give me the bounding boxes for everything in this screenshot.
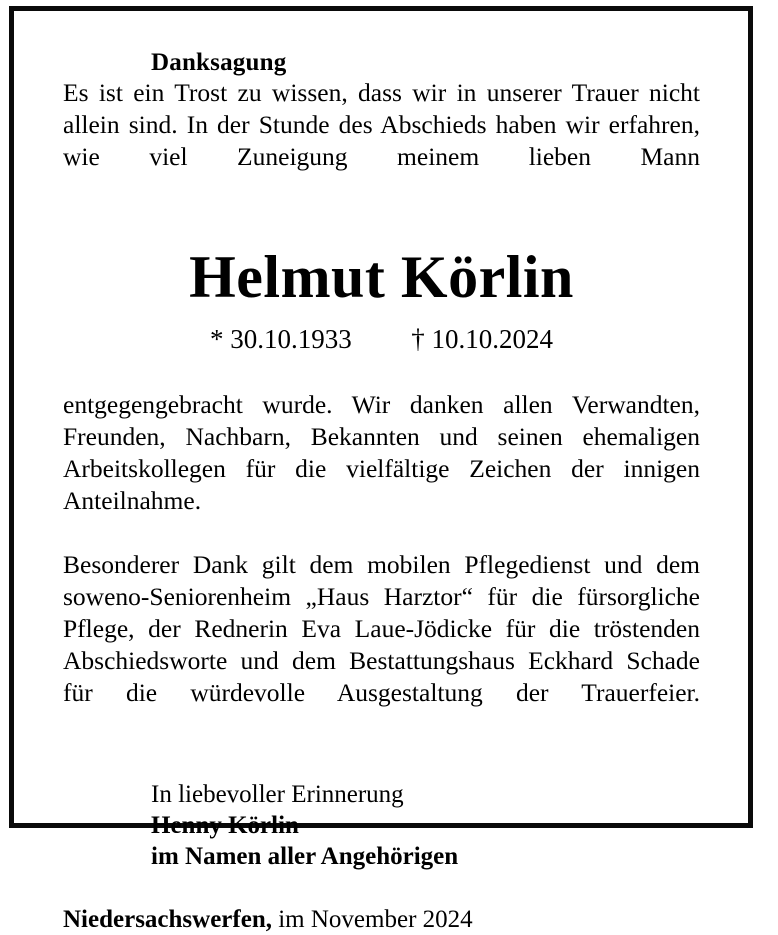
footer-date: im November 2024 [271,905,473,933]
footer-place: Niedersachswerfen, [63,905,272,933]
signature-block [63,741,700,872]
footer-place-date [63,872,700,935]
deceased-name: Helmut Körlin [189,243,574,310]
deceased-name-block [63,205,700,355]
thanks-text-2: Besonderer Dank gilt dem mobilen Pflegedienst und dem soweno-Seniorenheim „Haus Harztor“ für die fürsorgliche Pflege, der Rednerin Eva Laue-Jödicke für die tröstenden Abschiedsworte und dem Bestattungshaus Eckhard Schade für die würdevolle Ausgestaltung der Trauerfeier. [63,549,700,707]
birth-symbol-icon: * [210,323,224,354]
intro-paragraph [63,77,700,205]
thanks-text-1: entgegengebracht wurde. Wir danken allen Verwandten, Freunden, Nachbarn, Bekannten und seinen ehemaligen Arbeitskollegen für die vielfältige Zeichen der innigen Anteilnahme. [63,389,700,515]
thanks-paragraph-1 [63,355,700,549]
life-dates [63,307,700,355]
obituary-notice-card [9,6,753,933]
death-cross-icon: † [411,323,425,354]
thanks-paragraph-2 [63,549,700,741]
signature-line-name: Henny Körlin [151,811,299,839]
death-date: 10.10.2024 [431,323,553,354]
intro-text: Es ist ein Trost zu wissen, dass wir in unserer Trauer nicht allein sind. In der Stunde des Abschieds haben wir erfahren, wie viel Zuneigung meinem lieben Mann [63,77,700,171]
signature-line-remembrance: In liebevoller Erinnerung [151,780,404,808]
signature-line-relatives: im Namen aller Angehörigen [151,842,459,870]
notice-content [14,11,748,933]
notice-heading: Danksagung [151,49,287,76]
birth-date: 30.10.1933 [230,323,352,354]
